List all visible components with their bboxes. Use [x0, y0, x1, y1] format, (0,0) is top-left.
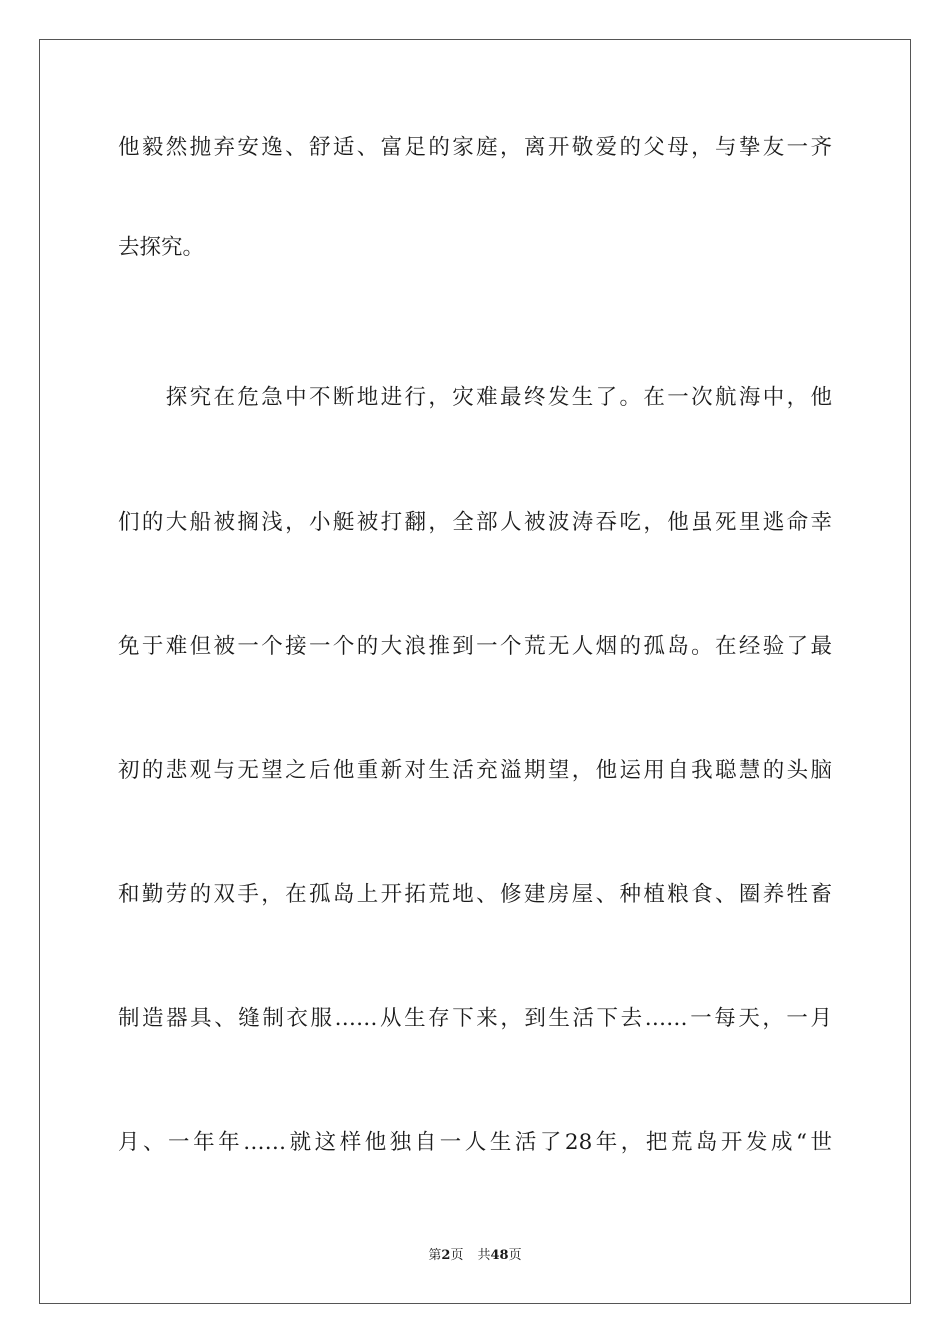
footer-page-suffix: 页: [450, 1248, 464, 1263]
page-border: [39, 39, 911, 1304]
footer-total-suffix: 页: [508, 1248, 522, 1263]
body-line-5: 免于难但被一个接一个的大浪推到一个荒无人烟的孤岛。在经验了最: [118, 634, 832, 659]
footer-total-prefix: 共: [477, 1248, 491, 1263]
body-line-8: 制造器具、缝制衣服……从生存下来，到生活下去……一每天，一月: [118, 1006, 832, 1031]
body-line-2: 去探究。: [118, 235, 205, 260]
page-footer: [0, 1247, 950, 1265]
footer-page-number: 2: [441, 1248, 451, 1263]
body-line-6: 初的悲观与无望之后他重新对生活充溢期望，他运用自我聪慧的头脑: [118, 758, 832, 783]
body-line-3: 探究在危急中不断地进行，灾难最终发生了。在一次航海中，他: [118, 385, 832, 410]
body-line-4: 们的大船被搁浅，小艇被打翻，全部人被波涛吞吃，他虽死里逃命幸: [118, 510, 832, 535]
footer-page-prefix: 第: [428, 1248, 442, 1263]
footer-total-pages: 48: [490, 1248, 509, 1263]
body-line-7: 和勤劳的双手，在孤岛上开拓荒地、修建房屋、种植粮食、圈养牲畜: [118, 882, 832, 907]
body-line-1: 他毅然抛弃安逸、舒适、富足的家庭，离开敬爱的父母，与挚友一齐: [118, 135, 832, 160]
body-line-9: 月、一年年……就这样他独自一人生活了28年，把荒岛开发成“世: [118, 1130, 832, 1155]
